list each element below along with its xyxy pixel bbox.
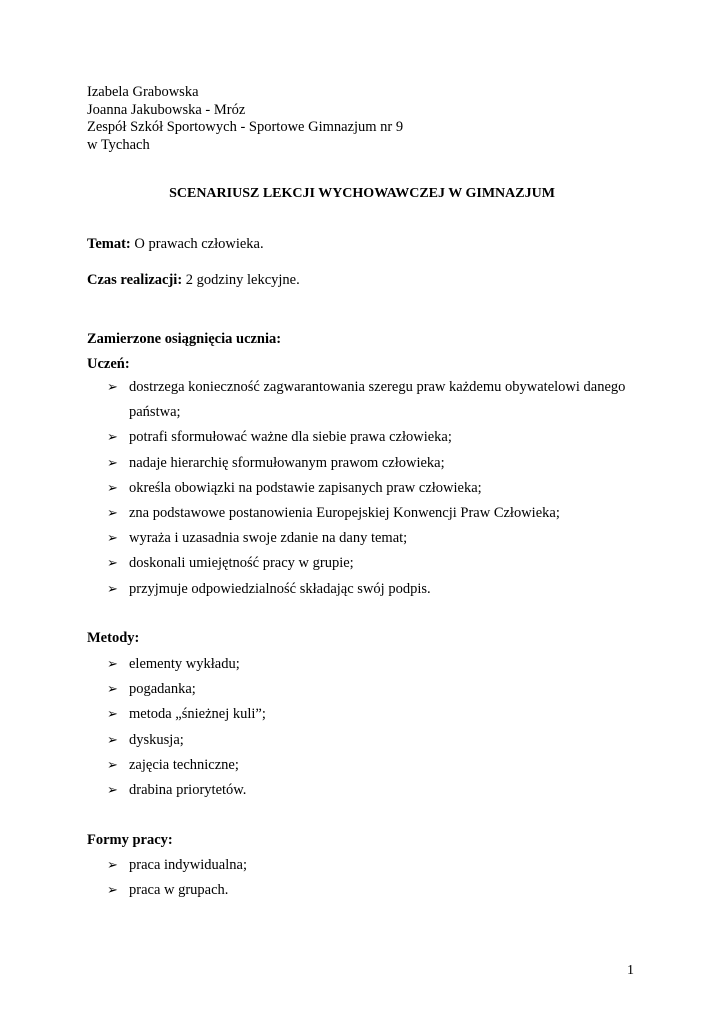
arrow-bullet-icon: ➢: [107, 430, 118, 446]
arrow-bullet-icon: ➢: [107, 682, 118, 698]
duration-field: [87, 272, 300, 289]
arrow-bullet-icon: ➢: [107, 707, 118, 723]
author-name-2: Joanna Jakubowska - Mróz: [87, 101, 246, 118]
methods-heading: Metody:: [87, 630, 140, 646]
list-item: ➢ doskonali umiejętność pracy w grupie;: [107, 551, 654, 576]
topic-label: Temat:: [87, 236, 131, 252]
list-item: ➢ drabina priorytetów.: [107, 778, 266, 803]
goals-list: [107, 375, 654, 602]
list-item: ➢ nadaje hierarchię sformułowanym prawom człowieka;: [107, 451, 654, 476]
list-item: ➢ praca w grupach.: [107, 878, 247, 903]
duration-label: Czas realizacji:: [87, 272, 183, 288]
page-number: 1: [627, 963, 634, 978]
list-item: ➢ zna podstawowe postanowienia Europejskiej Konwencji Praw Człowieka;: [107, 501, 654, 526]
arrow-bullet-icon: ➢: [107, 657, 118, 672]
list-item: ➢ praca indywidualna;: [107, 853, 247, 878]
goals-heading: Zamierzone osiągnięcia ucznia:: [87, 331, 282, 347]
arrow-bullet-icon: ➢: [107, 505, 118, 521]
goals-subheading: Uczeń:: [87, 356, 130, 372]
methods-list: [107, 652, 266, 803]
list-item: ➢ przyjmuje odpowiedzialność składając swój podpis.: [107, 577, 654, 602]
arrow-bullet-icon: ➢: [107, 480, 118, 496]
forms-heading: Formy pracy:: [87, 832, 173, 848]
author-block: [87, 84, 403, 154]
list-item: ➢ dostrzega konieczność zagwarantowania szeregu praw każdemu obywatelowi danego państwa;: [107, 375, 654, 425]
duration-value: 2 godziny lekcyjne.: [185, 272, 300, 288]
list-item: ➢ pogadanka;: [107, 677, 266, 702]
arrow-bullet-icon: ➢: [107, 581, 118, 597]
list-item: ➢ określa obowiązki na podstawie zapisanych praw człowieka;: [107, 476, 654, 501]
arrow-bullet-icon: ➢: [107, 782, 118, 798]
arrow-bullet-icon: ➢: [107, 556, 118, 572]
arrow-bullet-icon: ➢: [107, 883, 118, 899]
arrow-bullet-icon: ➢: [107, 531, 118, 547]
list-item: ➢ potrafi sformułować ważne dla siebie prawa człowieka;: [107, 425, 654, 450]
document-title: SCENARIUSZ LEKCJI WYCHOWAWCZEJ W GIMNAZJUM: [169, 186, 555, 201]
author-name-1: Izabela Grabowska: [87, 84, 199, 100]
list-item: ➢ zajęcia techniczne;: [107, 753, 266, 778]
arrow-bullet-icon: ➢: [107, 455, 118, 471]
list-item: ➢ elementy wykładu;: [107, 652, 266, 677]
list-item: ➢ wyraża i uzasadnia swoje zdanie na dany temat;: [107, 526, 654, 551]
topic-value: O prawach człowieka.: [134, 236, 264, 252]
forms-list: [107, 853, 247, 903]
list-item: ➢ metoda „śnieżnej kuli”;: [107, 702, 266, 727]
list-item: ➢ dyskusja;: [107, 728, 266, 753]
arrow-bullet-icon: ➢: [107, 380, 118, 395]
arrow-bullet-icon: ➢: [107, 858, 118, 873]
arrow-bullet-icon: ➢: [107, 732, 118, 748]
topic-field: [87, 236, 264, 253]
school-name: Zespół Szkół Sportowych - Sportowe Gimnazjum nr 9: [87, 119, 404, 135]
school-city: w Tychach: [87, 136, 150, 153]
arrow-bullet-icon: ➢: [107, 757, 118, 773]
